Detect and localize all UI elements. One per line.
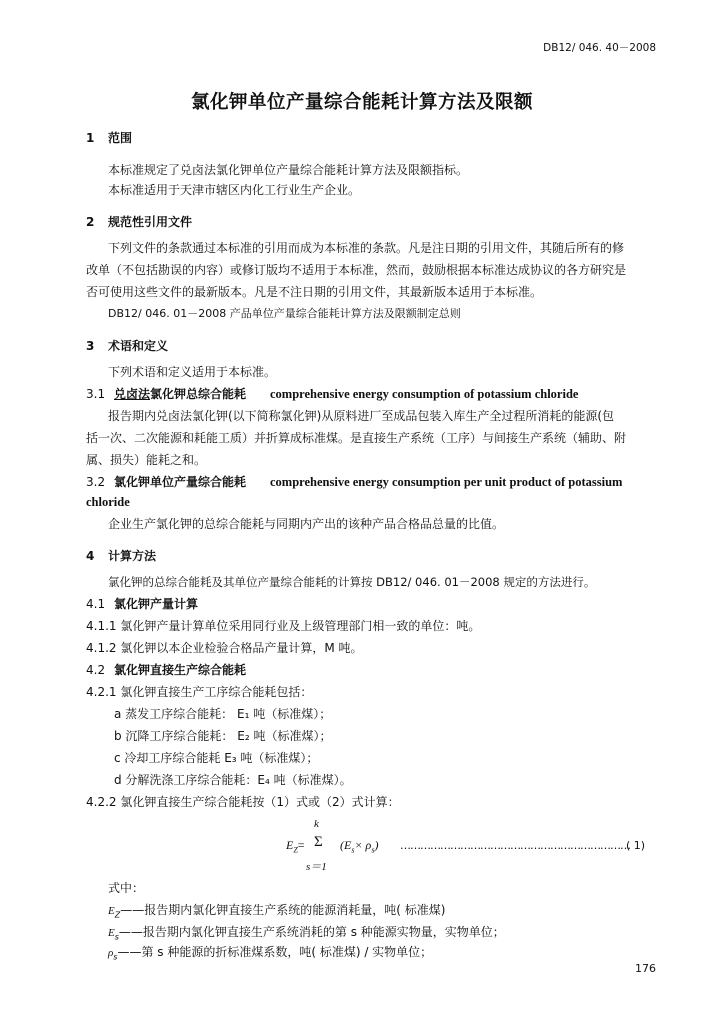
where-item-3 (108, 944, 432, 965)
clause-4-2-2: 4.2.2 氯化钾直接生产综合能耗按（1）式或（2）式计算： (86, 795, 400, 809)
term-3-1-line-3: 属、损失）能耗之和。 (86, 453, 207, 467)
where-item-3-subscript: s (113, 952, 118, 962)
section-4-para-1: 氯化钾的总综合能耗及其单位产量综合能耗的计算按 DB12/ 046. 01－2008 规定的方法进行。 (108, 575, 596, 589)
section-1-para-1: 本标准规定了兑卤法氯化钾单位产量综合能耗计算方法及限额指标。 (108, 163, 469, 177)
term-3-1-number: 3.1 (86, 387, 106, 401)
section-1-para-2: 本标准适用于天津市辖区内化工行业生产企业。 (108, 183, 361, 197)
formula-rho-subscript: s (371, 845, 375, 855)
where-item-1-text: ——报告期内氯化钾直接生产系统的能源消耗量，吨( 标准煤) (120, 903, 446, 917)
list-item-a: a 蒸发工序综合能耗： E₁ 吨（标准煤）； (114, 707, 332, 721)
section-4-number: 4 (86, 549, 95, 563)
section-2-line-2: 改单（不包括勘误的内容）或修订版均不适用于本标准，然而，鼓励根据本标准达成协议的各方研究是 (86, 263, 627, 277)
section-1-number: 1 (86, 131, 95, 145)
term-3-1-name-prefix: 兑卤法 (114, 387, 151, 401)
where-item-2-subscript: s (114, 932, 119, 942)
term-3-1-name-rest: 氯化钾总综合能耗 (150, 387, 247, 401)
formula-body-open: (E (340, 838, 352, 852)
where-item-2-text: ——报告期内氯化钾直接生产系统消耗的第 s 种能源实物量，实物单位； (118, 925, 505, 939)
section-2-line-1: 下列文件的条款通过本标准的引用而成为本标准的条款。凡是注日期的引用文件，其随后所有的修 (108, 241, 625, 255)
formula-number: ( 1) (626, 839, 646, 852)
list-item-b: b 沉降工序综合能耗： E₂ 吨（标准煤）； (114, 729, 332, 743)
where-item-2-symbol: E (108, 927, 115, 939)
formula-lhs (286, 838, 305, 854)
clause-4-1-heading: 氯化钾产量计算 (114, 597, 199, 611)
where-label: 式中： (108, 881, 145, 895)
section-3-heading: 术语和定义 (108, 339, 169, 353)
page-number: 176 (635, 962, 656, 975)
section-2-reference: DB12/ 046. 01－2008 产品单位产量综合能耗计算方法及限额制定总则 (108, 307, 461, 320)
section-4-heading: 计算方法 (108, 549, 157, 563)
list-item-c: c 冷却工序综合能耗 E₃ 吨（标准煤）； (114, 751, 319, 765)
where-item-3-text: ——第 s 种能源的折标准煤系数，吨( 标准煤) / 实物单位； (117, 945, 433, 959)
clause-4-2-heading: 氯化钾直接生产综合能耗 (114, 663, 247, 677)
where-item-1 (108, 902, 445, 923)
formula-sum-upper-limit: k (314, 818, 319, 830)
formula-lhs-subscript: Z (293, 845, 298, 855)
clause-4-2-1: 4.2.1 氯化钾直接生产工序综合能耗包括： (86, 685, 313, 699)
term-3-2-english-cont: chloride (86, 495, 130, 509)
term-3-1-line-1: 报告期内兑卤法氯化钾(以下简称氯化钾)从原料进厂至成品包装入库生产全过程所消耗的能源(包 (108, 409, 615, 423)
section-3-number: 3 (86, 339, 95, 353)
term-3-2-name: 氯化钾单位产量综合能耗 (114, 475, 247, 489)
section-1-heading: 范围 (108, 131, 133, 145)
clause-4-1-1: 4.1.1 氯化钾产量计算单位采用同行业及上级管理部门相一致的单位：吨。 (86, 619, 481, 633)
formula-close: ) (374, 838, 379, 852)
where-item-3-symbol: ρ (108, 947, 114, 959)
formula-leader-dots: …………………………………………………………… (400, 839, 630, 852)
formula-body (340, 838, 378, 854)
section-2-line-3: 否可使用这些文件的最新版本。凡是不注日期的引用文件，其最新版本适用于本标准。 (86, 285, 543, 299)
where-item-1-symbol: E (108, 905, 115, 917)
section-3-intro: 下列术语和定义适用于本标准。 (108, 365, 277, 379)
formula-body-subscript: s (351, 845, 355, 855)
term-3-2-english: comprehensive energy consumption per unit product of potassium (270, 475, 623, 489)
where-item-1-subscript: Z (114, 910, 121, 920)
term-3-2-number: 3.2 (86, 475, 106, 489)
formula-sum-lower-limit: s＝1 (306, 861, 327, 873)
term-3-1-english: comprehensive energy consumption of potassium chloride (270, 387, 579, 401)
section-2-number: 2 (86, 215, 95, 229)
formula-sigma: Σ (314, 834, 323, 850)
term-3-1-name (114, 386, 246, 402)
clause-4-1-number: 4.1 (86, 597, 106, 611)
term-3-2-line-1: 企业生产氯化钾的总综合能耗与同期内产出的该种产品合格品总量的比值。 (108, 517, 505, 531)
document-title: 氯化钾单位产量综合能耗计算方法及限额 (190, 92, 533, 113)
list-item-d: d 分解洗涤工序综合能耗：E₄ 吨（标准煤）。 (114, 773, 352, 787)
formula-lhs-symbol: E (286, 838, 294, 852)
standard-code-header: DB12/ 046. 40－2008 (543, 42, 656, 54)
term-3-1-line-2: 括一次、二次能源和耗能工质）并折算成标准煤。是直接生产系统（工序）与间接生产系统（辅助、附 (86, 431, 627, 445)
formula-times-rho: × ρ (354, 838, 372, 852)
clause-4-2-number: 4.2 (86, 663, 106, 677)
where-item-2 (108, 924, 505, 945)
clause-4-1-2: 4.1.2 氯化钾以本企业检验合格品产量计算，M 吨。 (86, 641, 363, 655)
formula-equals: = (297, 838, 305, 852)
section-2-heading: 规范性引用文件 (108, 215, 193, 229)
